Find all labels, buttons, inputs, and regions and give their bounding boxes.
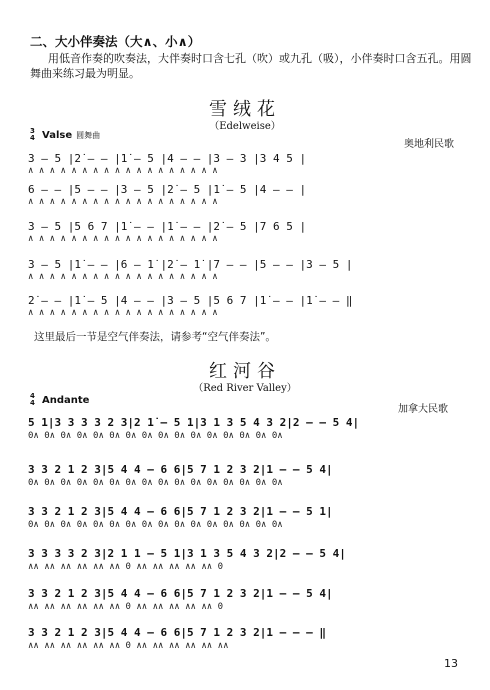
- song1-tempo: Valse 圆舞曲: [42, 130, 101, 141]
- song1-attribution: 奥地利民歌: [404, 139, 454, 150]
- intro-line-2: 舞曲来练习最为明显。: [30, 67, 140, 80]
- song2-tempo: Andante: [42, 395, 90, 406]
- song2-row-5-marks: ∧∧ ∧∧ ∧∧ ∧∧ ∧∧ ∧∧ 0 ∧∧ ∧∧ ∧∧ ∧∧ ∧∧ 0: [28, 602, 224, 612]
- section-title: 二、大小伴奏法（大∧、小∧）: [30, 34, 201, 49]
- intro-line-1: 用低音作奏的吹奏法，大伴奏时口含七孔（吹）或九孔（吸），小伴奏时口含五孔。用圆: [48, 52, 472, 65]
- song2-subtitle: （Red River Valley）: [193, 383, 297, 394]
- song2-row-6-marks: ∧∧ ∧∧ ∧∧ ∧∧ ∧∧ ∧∧ 0 ∧∧ ∧∧ ∧∧ ∧∧ ∧∧ ∧∧: [28, 641, 229, 651]
- song1-row-3-marks: ∧ ∧ ∧ ∧ ∧ ∧ ∧ ∧ ∧ ∧ ∧ ∧ ∧ ∧ ∧ ∧ ∧ ∧: [28, 234, 218, 244]
- song2-row-2-marks: 0∧ 0∧ 0∧ 0∧ 0∧ 0∧ 0∧ 0∧ 0∧ 0∧ 0∧ 0∧ 0∧ 0∧ 0∧ 0∧: [28, 478, 283, 488]
- song1-row-1-notes: 3 — 5 |2̇ — — |1̇ — 5 |4 — — |3 — 3 |3 4 5 |: [28, 152, 307, 165]
- song2-title: 红河谷: [209, 361, 281, 382]
- song1-row-3-notes: 3 — 5 |5 6 7 |1̇ — — |1̇ — — |2̇ — 5 |7 6 5 |: [28, 220, 307, 233]
- song2-row-5-notes: 3 3 2 1 2 3|5 4 4 — 6 6|5 7 1 2 3 2|1 — — 5 4|: [28, 587, 333, 600]
- song1-row-4-notes: 3 — 5 |1̇ — — |6 — 1̇ |2̇ — 1̇ |7 — — |5 — — |3 — 5 |: [28, 258, 353, 271]
- song2-row-4-marks: ∧∧ ∧∧ ∧∧ ∧∧ ∧∧ ∧∧ 0 ∧∧ ∧∧ ∧∧ ∧∧ ∧∧ 0: [28, 562, 224, 572]
- song1-row-4-marks: ∧ ∧ ∧ ∧ ∧ ∧ ∧ ∧ ∧ ∧ ∧ ∧ ∧ ∧ ∧ ∧ ∧ ∧: [28, 272, 218, 282]
- song1-row-2-marks: ∧ ∧ ∧ ∧ ∧ ∧ ∧ ∧ ∧ ∧ ∧ ∧ ∧ ∧ ∧ ∧ ∧ ∧: [28, 197, 218, 207]
- song1-note: 这里最后一节是空气伴奏法，请参考“空气伴奏法”。: [34, 331, 276, 343]
- song1-title: 雪绒花: [209, 99, 281, 120]
- song1-subtitle: （Edelweise）: [209, 121, 281, 132]
- song2-time-signature: 4 4: [30, 392, 35, 407]
- song2-attribution: 加拿大民歌: [398, 404, 448, 415]
- song1-time-signature: 3 4: [30, 127, 35, 142]
- song2-row-2-notes: 3 3 2 1 2 3|5 4 4 — 6 6|5 7 1 2 3 2|1 — — 5 4|: [28, 463, 333, 476]
- song1-row-5-marks: ∧ ∧ ∧ ∧ ∧ ∧ ∧ ∧ ∧ ∧ ∧ ∧ ∧ ∧ ∧ ∧ ∧ ∧: [28, 308, 218, 318]
- song1-row-5-notes: 2̇ — — |1̇ — 5 |4 — — |3 — 5 |5 6 7 |1̇ — — |1̇ — — ‖: [28, 294, 353, 307]
- song2-row-6-notes: 3 3 2 1 2 3|5 4 4 — 6 6|5 7 1 2 3 2|1 — — — ‖: [28, 626, 327, 639]
- song1-row-1-marks: ∧ ∧ ∧ ∧ ∧ ∧ ∧ ∧ ∧ ∧ ∧ ∧ ∧ ∧ ∧ ∧ ∧ ∧: [28, 166, 218, 176]
- page-number: 13: [444, 657, 458, 670]
- song2-row-3-notes: 3 3 2 1 2 3|5 4 4 — 6 6|5 7 1 2 3 2|1 — — 5 1|: [28, 505, 333, 518]
- song2-row-1-marks: 0∧ 0∧ 0∧ 0∧ 0∧ 0∧ 0∧ 0∧ 0∧ 0∧ 0∧ 0∧ 0∧ 0∧ 0∧ 0∧: [28, 431, 283, 441]
- song1-row-2-notes: 6 — — |5 — — |3 — 5 |2̇ — 5 |1̇ — 5 |4 — — |: [28, 183, 307, 196]
- song2-row-1-notes: 5 1|3 3 3 3 2 3|2 1̇ — 5 1|3 1 3 5 4 3 2|2 — — 5 4|: [28, 416, 360, 429]
- song2-row-4-notes: 3 3 3 3 2 3|2 1 1 — 5 1|3 1 3 5 4 3 2|2 — — 5 4|: [28, 547, 346, 560]
- song2-row-3-marks: 0∧ 0∧ 0∧ 0∧ 0∧ 0∧ 0∧ 0∧ 0∧ 0∧ 0∧ 0∧ 0∧ 0∧ 0∧ 0∧: [28, 520, 283, 530]
